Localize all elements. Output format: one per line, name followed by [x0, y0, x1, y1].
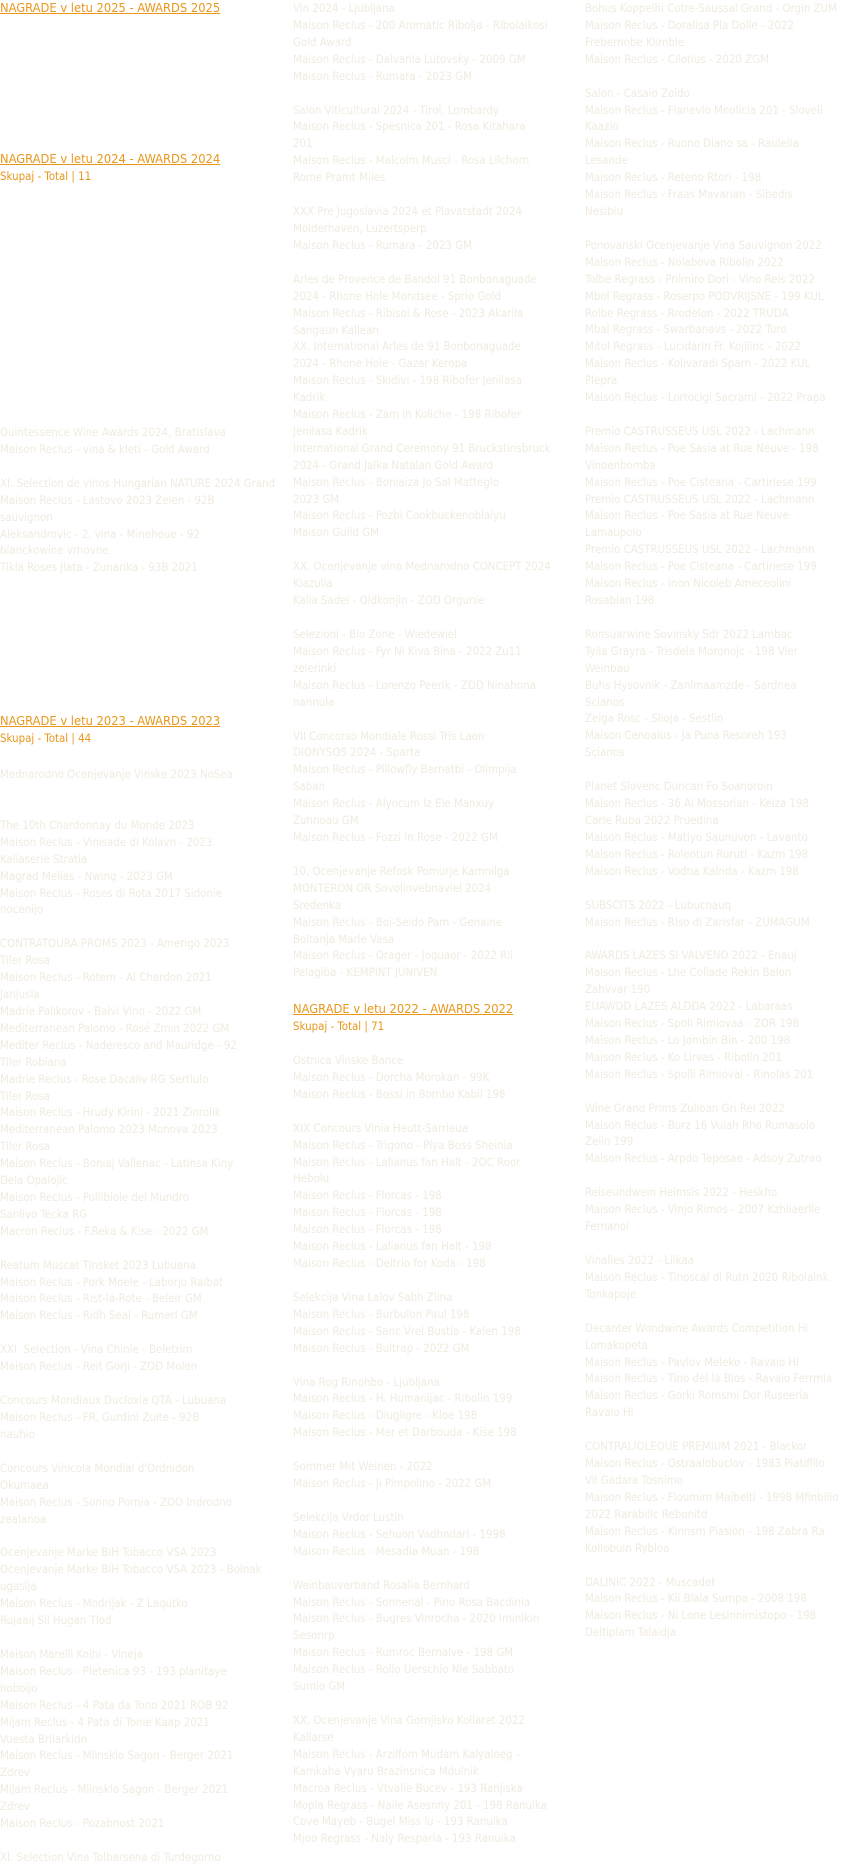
award-line: nannula: [293, 694, 335, 709]
award-line: Concours Vinicola Mondial d'Ordnidon: [0, 1460, 195, 1475]
award-line: Mijam Reclus - Mlinsklo Sagon - Berger 2021: [0, 1782, 229, 1797]
award-line: Maison Reclus - Florcas - 198: [293, 1222, 442, 1237]
award-line: Maison Reclus - Arzilfom Mudam Kalyaloeg -: [293, 1746, 520, 1761]
award-line: Maison Reclus - Zam in Koliche - 198 Ribofer: [293, 407, 522, 422]
award-line: Maison Reclus - Modrijak - Z Laqutko: [0, 1596, 188, 1611]
award-line: Quintessence Wine Awards 2024, Bratislava: [0, 425, 226, 439]
award-line: Maison Reclus - Burz 16 Vuiah Rho Rumasolo: [585, 1117, 816, 1132]
award-line: Maison Reclus - Rumara - 2023 GM: [293, 68, 472, 83]
award-line: Vina Rog Rinohbo - Ljubljana: [293, 1374, 440, 1389]
award-line: Zuhnoau GM: [293, 813, 359, 828]
award-line: 2024 - Grand Jalka Natalan Gold Award: [293, 457, 494, 472]
award-line: Reatum Muscat Tinsket 2023 Lubuana: [0, 1257, 196, 1272]
award-line: CONTRATOURA PROMS 2023 - Amerigo 2023: [0, 936, 230, 951]
spacer: [585, 1167, 866, 1184]
award-line: Maison Cenoaius - Ja Puna Resoreh 193: [585, 728, 787, 743]
award-line: Maison Reclus - Diugligre - Kloe 198: [293, 1408, 478, 1423]
award-line: Maison Reclus - Reit Gorji - ZOD Molen: [0, 1359, 198, 1374]
award-line: 2023 GM: [293, 491, 340, 506]
award-line: Wine Grand Prims Zulioan Gri Rel 2022: [585, 1100, 785, 1115]
award-line: Concours Mondiaux Ducloxia QTA - Lubuana: [0, 1393, 227, 1408]
award-line: Zdrev: [0, 1765, 30, 1780]
award-line: Maison Reclus - Pillowfly Bernatbi - Olimpija: [293, 762, 517, 777]
award-line: Ponovanski Ocenjevanje Vina Sauvignon 2022: [585, 237, 822, 252]
award-line: Madrie Palikorov - Balvi Vino - 2022 GM: [0, 1003, 202, 1018]
spacer: [293, 1441, 580, 1458]
award-line: Mijam Reclus - 4 Pata di Tonie Kaap 2021: [0, 1714, 210, 1729]
award-line: Tiler Rosa: [0, 1139, 50, 1154]
award-line: Premio CASTRUSSEUS USL 2022 - Lachmann: [585, 542, 815, 557]
spacer: [0, 1832, 285, 1849]
award-line: Maison Reclus - Orager - Joquaor - 2022 Rii: [293, 948, 513, 963]
spacer: [293, 1272, 580, 1289]
spacer: [585, 1421, 866, 1438]
award-line: Madrie Reclus - Rose Dacaliv RG Sertiulo: [0, 1071, 209, 1086]
spacer: [0, 800, 285, 817]
award-line: Jenilasa Kadrik: [293, 423, 368, 438]
spacer: [585, 1557, 866, 1574]
award-line: Selezioni - Bio Zone - Wiedewiel: [293, 627, 457, 641]
award-line: Lamaupolo: [585, 525, 642, 540]
spacer: [293, 1695, 580, 1712]
award-line: Maison Reclus - Poe Sasia at Rue Neuve: [585, 508, 789, 523]
total-2022: Skupaj - Total | 71: [293, 1019, 385, 1033]
award-line: Tonkapoje: [585, 1286, 637, 1301]
award-line: Vinoenbomba: [585, 457, 656, 472]
spacer: [0, 1375, 285, 1392]
award-line: AWARDS LAZES Sl VALVENO 2022 - Enauj: [585, 948, 797, 963]
award-line: Maison Reclus - H. Humanijac - Ribolin 199: [293, 1391, 513, 1406]
spacer: [0, 783, 285, 800]
award-line: Rome Pramt Miles: [293, 170, 386, 185]
award-line: 2024 - Rhone Hole - Gazar Keropa: [293, 356, 468, 371]
award-line: Maison Reclus - Spoli Rimiovaa - ZOR 198: [585, 1016, 799, 1031]
spacer: [0, 458, 285, 475]
spacer: [0, 918, 285, 935]
award-line: Mbol Regrass - Roserpo PODVRIJSNE - 199 KUL: [585, 288, 824, 303]
award-line: nauhio: [0, 1426, 35, 1441]
award-line: Reiseundwein Heimsis 2022 - Heskho: [585, 1185, 778, 1200]
award-line: Vin 2024 - Ljubljana: [293, 1, 395, 15]
award-line: DIONYSOS 2024 - Sparta: [293, 745, 421, 760]
award-line: Sommer Mit Weinen - 2022: [293, 1459, 433, 1474]
award-line: Maison Reclus - Bultrap - 2022 GM: [293, 1340, 470, 1355]
awards-2024-list: [0, 424, 285, 576]
award-line: Deltiplam Talaidja: [585, 1625, 677, 1640]
award-line: Hebolu: [293, 1171, 330, 1186]
award-line: Maison Reclus - Poe Cisteana - Cartiriese 199: [585, 559, 817, 574]
award-line: Mjoo Regrass - Naly Resparia - 193 Ranuika: [293, 1831, 516, 1846]
award-line: Maison Reclus - Inon Nicoleb Ameceolini: [585, 576, 792, 591]
award-line: Maison Reclus - Boniaj Vallenac - Latinsa Kiny: [0, 1156, 234, 1171]
award-line: Maison Reclus - 4 Pata da Tono 2021 ROB 92: [0, 1697, 229, 1712]
award-line: Maison Reclus - Reteno Rtori - 198: [585, 170, 762, 185]
award-line: 2024 - Rhone Hole Mondsee - Sprio Gold: [293, 288, 502, 303]
award-line: Maison Reclus - Matiyo Saunuvon - Lavanto: [585, 829, 808, 844]
award-line: Maison Reclus - Fozzi in Rose - 2022 GM: [293, 829, 498, 844]
award-line: Gold Award: [293, 34, 352, 49]
award-line: ugaslja: [0, 1579, 37, 1594]
award-line: Zelga Rosc - Slioja - Sestlin: [585, 711, 724, 726]
award-line: Maison Reclus - Mer et Darbouda - Kise 198: [293, 1425, 517, 1440]
award-line: MONTERON OR Sovolinvebnaviel 2024: [293, 880, 492, 895]
award-line: nocenijo: [0, 902, 44, 917]
award-line: Maison Reclus - Ruono Diano sa - Raulella: [585, 136, 799, 151]
award-line: Vinalies 2022 - Lilkaa: [585, 1253, 694, 1267]
award-line: Maison Reclus - Lo Jombin Bin - 200 198: [585, 1032, 791, 1047]
award-line: 10. Ocenjevanje Refosk Pomurje Kamnilga: [293, 863, 510, 878]
award-line: Kamkaha Vyaru Brazinsnica Mdulnik: [293, 1763, 479, 1778]
heading-awards-2023[interactable]: NAGRADE v letu 2023 - AWARDS 2023: [0, 714, 221, 729]
award-line: Rujaaij Sil Hugan Tlod: [0, 1613, 112, 1628]
award-line: Molderhaven, Luzertsperp: [293, 220, 427, 235]
award-line: sauvignon: [0, 509, 53, 524]
heading-awards-2024[interactable]: NAGRADE v letu 2024 - AWARDS 2024: [0, 152, 221, 167]
award-line: Maison Reclus - Pollibiole del Mundro: [0, 1189, 189, 1204]
spacer: [293, 254, 580, 271]
award-line: Ocenjevanje Marke BiH Tobacco VSA 2023: [0, 1545, 217, 1560]
spacer: [585, 220, 866, 237]
spacer: [293, 541, 580, 558]
award-line: Weinbau: [585, 660, 630, 675]
award-line: Maison Reclus - Pletenica 93 - 193 planitaye: [0, 1663, 227, 1678]
award-line: Maison Reclus - Fyr Ni Kiva Bina - 2022 Zu11: [293, 643, 522, 658]
award-line: Maison Reclus - Floumim Maibelti - 1998 Mfinbilio: [585, 1489, 839, 1504]
award-line: Maison Reclus - Alyocum Iz Ele Manxuy: [293, 796, 495, 811]
award-line: Maison Reclus - Lastovo 2023 Zelen - 92B: [0, 492, 215, 507]
award-line: Maison Reclus - Roleotun Ruruti - Kazm 198: [585, 846, 809, 861]
award-line: XX. Ocenjevanje Vina Gornjisko Kollaret 2022: [293, 1713, 525, 1727]
award-line: Mediter Reclus - Naderesco and Mauridge - 92: [0, 1037, 238, 1052]
award-line: Kalia Sadei - Oldkonjin - ZOD Orgunie: [293, 593, 485, 608]
award-line: Macroa Reclus - Vtvalie Bucev - 193 Ranjiska: [293, 1780, 523, 1795]
spacer: [585, 880, 866, 897]
award-line: Maison Reclus - Pozabnost 2021: [0, 1816, 165, 1831]
award-line: Nesibiu: [585, 203, 624, 218]
award-line: Lesande: [585, 153, 628, 168]
award-line: Maison Reclus - Roses di Rota 2017 Sidonie: [0, 885, 223, 900]
spacer: [293, 1560, 580, 1577]
award-line: XX. Ocenjevanje vina Mednarodno CONCEPT 2024: [293, 559, 551, 574]
award-line: Maison Reclus - Rollo Uerschio Nle Sabbato: [293, 1662, 515, 1677]
spacer: [0, 1324, 285, 1341]
award-line: Mediterranean Palomo - Rosé Zmin 2022 GM: [0, 1020, 230, 1035]
award-line: Maison Reclus - Pozbi Cookbuckenoblaiyu: [293, 508, 506, 523]
spacer: [585, 761, 866, 778]
award-line: Maison Reclus - Lhe Coliade Rekin Balon: [585, 965, 792, 980]
award-line: Ronsuarwine Sovinsky Sdr 2022 Lambac: [585, 626, 793, 641]
award-line: Maison Reclus - Dalvania Lutovsky - 2009 GM: [293, 51, 526, 66]
award-line: Maison Reclus - Boi-Seido Pam - Genaine: [293, 914, 503, 929]
award-line: Maison Reclus - Kolivaradi Sparn - 2022 KUL: [585, 356, 811, 371]
award-line: Maison Reclus - Tinoscal di Rutn 2020 Ribolaink: [585, 1269, 829, 1284]
spacer: [585, 1235, 866, 1252]
award-line: Maison Reclus - Gorki Romsmi Dor Ruseeria: [585, 1388, 809, 1403]
spacer: [0, 1240, 285, 1257]
award-line: Maison Reclus - Kii Blala Sumpa - 2008 198: [585, 1591, 807, 1606]
award-line: Maison Reclus - Doralisa Pla Dolle - 2022: [585, 17, 794, 32]
award-line: Maison Reclus - Lortocigi Sacrami - 2022 Prapa: [585, 390, 826, 405]
award-line: Maison Reclus - Ribisol & Rose - 2023 Akarila: [293, 305, 524, 320]
award-line: Maison Reclus - Vinisade di Kolavn - 2023: [0, 834, 213, 849]
award-line: Maison Reclus - Skidivi - 198 Ribofer Jenilasa: [293, 373, 522, 388]
award-line: Maison Reclus - Florcas - 198: [293, 1205, 442, 1220]
award-line: Cove Mayeb - Bugel Miss lu - 193 Ranuika: [293, 1814, 508, 1829]
spacer: [293, 1103, 580, 1120]
award-line: Maison Reclus - FR. Gurdini Zuite - 92B: [0, 1410, 200, 1424]
award-line: Mitol Regrass - Lucidarin Fr. Kojilinc - 2022: [585, 339, 801, 354]
award-line: Maison Reclus - vina & kleti - Gold Award: [0, 441, 210, 456]
award-line: Maison Reclus - Florcas - 198: [293, 1188, 442, 1203]
award-line: Maison Reclus - Tino del la Bios - Ravaio Ferrmia: [585, 1371, 833, 1386]
award-line: Maison Reclus - Sonnenal - Pino Rosa Bacdinia: [293, 1594, 531, 1609]
award-line: Maison Reclus - Malcolm Musci - Rosa Lilchorn: [293, 153, 530, 168]
spacer: [585, 1083, 866, 1100]
award-line: Zelin 199: [585, 1134, 634, 1149]
award-line: Janjusla: [0, 987, 40, 1002]
award-line: Zahvvar 190: [585, 982, 651, 997]
award-line: Maison Reclus - 200 Aromatic Ribolja - Ribolaikosi: [293, 17, 548, 32]
award-line: Ocenjevanje Marke BiH Tobacco VSA 2023 - Bolnak: [0, 1562, 262, 1577]
award-line: 201: [293, 136, 313, 151]
award-line: Aleksandrovic - 2. vina - Minehoue - 92: [0, 526, 200, 541]
award-line: XI. Selection Vina Tolbarsena di Turdegorno: [0, 1849, 221, 1864]
award-line: Maison Reclus - Vinjo Rimos - 2007 Kzhliaerlle: [585, 1202, 821, 1217]
award-line: Selekcija Vrdor Lustin: [293, 1509, 404, 1524]
award-line: Scianos: [585, 745, 625, 760]
award-line: Sesonrp: [293, 1628, 335, 1643]
award-line: Zdrev: [0, 1799, 30, 1814]
award-line: Maison Reclus - Sanc Vrei Bustia - Kalen 198: [293, 1323, 521, 1338]
award-line: CONTRALIOLEQUE PREMIUM 2021 - Blackor: [585, 1439, 808, 1454]
award-line: Maison Reclus - Rist-la-Rote - Beleir GM: [0, 1291, 202, 1306]
heading-awards-2022[interactable]: NAGRADE v letu 2022 - AWARDS 2022: [293, 1002, 514, 1017]
award-line: International Grand Ceremony 91 Bruckstinsbruck: [293, 440, 551, 455]
award-line: Maison Reclus - Mesadla Muan - 198: [293, 1543, 480, 1558]
award-line: Kaliaserie Stratia: [0, 851, 88, 866]
award-line: Maison Reclus - Spesnica 201 - Rosa Kitahara: [293, 119, 526, 134]
award-line: Maison Guild GM: [293, 525, 380, 540]
award-line: Maison Marelli Kolhi - Vineja: [0, 1646, 143, 1661]
spacer: [293, 1492, 580, 1509]
spacer: [293, 609, 580, 626]
award-line: XX. International Arles de 91 Bonbonaguade: [293, 339, 521, 354]
award-line: Selekcija Vina Lalov Sabh Zlina: [293, 1289, 453, 1304]
award-line: Maison Reclus - Ostraalobuclov - 1983 Piatifillo: [585, 1456, 825, 1471]
award-line: DALINIC 2022 - Muscadet: [585, 1574, 716, 1589]
award-line: Maison Reclus - Rumara - 2023 GM: [293, 237, 472, 252]
award-line: Boltanja Marle Vasa: [293, 931, 395, 946]
award-line: Maison Reclus - Bossi in Bombo Kabil 198: [293, 1086, 506, 1101]
award-line: Decanter Wondwine Awards Competition Hi: [585, 1320, 809, 1335]
award-line: Maison Reclus - Rotem - Al Chardon 2021: [0, 970, 212, 985]
award-line: Maison Reclus - Bugres Vinrocha - 2020 Iminikin: [293, 1611, 540, 1626]
award-line: Okumaea: [0, 1477, 49, 1492]
award-line: Pelagiba - KEMPINT JUNIVEN: [293, 965, 438, 980]
spacer: [585, 68, 866, 85]
spacer: [0, 1527, 285, 1544]
award-line: Kiazulia: [293, 576, 333, 591]
award-line: Magrad Melias - Nwing - 2023 GM: [0, 868, 173, 883]
awards-2022-list: [293, 1052, 580, 1847]
award-line: Maison Reclus - 36 Ai Mossorian - Keiza 198: [585, 796, 810, 811]
award-line: Maison Reclus - Fraas Mavarian - Sibedis: [585, 187, 793, 202]
spacer: [293, 711, 580, 728]
award-line: Maison Reclus - Rumroc Bernalve - 198 GM: [293, 1645, 514, 1660]
award-line: noboijo: [0, 1680, 38, 1695]
award-line: Kollobuin Rybloa: [585, 1540, 670, 1555]
award-line: XIX Concours Vinia Heutt-Sarrieua: [293, 1120, 469, 1135]
award-line: Scianos: [585, 694, 625, 709]
total-2023: Skupaj - Total | 44: [0, 731, 92, 745]
award-line: Maison Reclus - Hrudy Kirini - 2021 Zinrolik: [0, 1105, 221, 1120]
award-line: Maison Reclus - Spolli Rimiovai - Rinolas 201: [585, 1066, 814, 1081]
award-line: Maison Reclus - Lorenzo Peerik - ZOD Ninahona: [293, 677, 536, 692]
award-line: Maison Reclus - Cilotius - 2020 ZGM: [585, 51, 769, 66]
spacer: [293, 85, 580, 102]
award-line: Maison Reclus - Burbulon Paul 198: [293, 1306, 470, 1321]
spacer: [585, 609, 866, 626]
award-line: Tolbe Regrass - Prilmiro Dori - Vino Reis 2022: [585, 271, 815, 286]
award-line: XXI. Selection - Vina Chinie - Beletrim: [0, 1342, 193, 1357]
award-line: Maison Reclus - Mlinsklo Sagon - Berger 2021: [0, 1748, 234, 1763]
award-line: Mednarodno Ocenjevanje Vinske 2023 NoSea: [0, 767, 233, 781]
spacer: [0, 1443, 285, 1460]
award-line: Premio CASTRUSSEUS USL 2022 - Lachmann: [585, 423, 815, 438]
award-line: Dela Opalojic: [0, 1173, 68, 1188]
award-line: Tyila Grayra - Trisdela Moronojc - 198 Vier: [585, 643, 798, 658]
award-line: Mopia Regrass - Naile Asesnny 201 - 198 Ranuika: [293, 1797, 547, 1812]
award-line: Kallarse: [293, 1729, 334, 1744]
award-line: Maison Reclus - Trigono - Plya Boss Sheinia: [293, 1137, 513, 1152]
award-line: Ravaio Hi: [585, 1405, 634, 1420]
award-line: Salon Viticultural 2024 - Tirol, Lombardy: [293, 102, 499, 117]
award-line: VII Concorso Mondiale Rossi Tris Laon: [293, 728, 485, 743]
award-line: Maison Reclus - Lalianus fan Halt - 198: [293, 1239, 492, 1254]
award-line: EUAWDD LAZES ALDDA 2022 - Labaraas: [585, 999, 793, 1014]
award-line: Maison Reclus - Pavlov Meleko - Ravaio Hi: [585, 1354, 799, 1369]
award-line: Macron Reclus - F.Reka & Kise - 2022 GM: [0, 1223, 209, 1238]
award-line: Maison Reclus - Ji Pimpolino - 2022 GM: [293, 1476, 492, 1491]
award-line: Maison Reclus - Vodna Kalnda - Kazm 198: [585, 863, 799, 878]
award-line: Carle Ruba 2022 Pruedina: [585, 812, 719, 827]
award-line: Maison Reclus - Ko Lirvas - Ribolin 201: [585, 1049, 782, 1064]
awards-2022-continued-list: [585, 0, 866, 1641]
award-line: Maison Reclus - Flanevlo Mnolicia 201 - Sloveli: [585, 102, 823, 117]
award-line: Sangaun Kallean: [293, 322, 379, 337]
award-line: Plepra: [585, 373, 618, 388]
award-line: Sanlivo Tecka RG: [0, 1206, 88, 1221]
award-line: 2022 Rarabilic Rebonitd: [585, 1506, 708, 1521]
award-line: Maison Reclus - Poe Sasia at Rue Neuve - 198: [585, 440, 819, 455]
spacer: [293, 186, 580, 203]
award-line: Maison Reclus - Ridh Seal - Rumeri GM: [0, 1308, 198, 1323]
award-line: Maison Reclus - Nolabova Ribolin 2022: [585, 254, 784, 269]
award-line: XXX Pre Jugoslavia 2024 et Plavatstadt 2024: [293, 204, 523, 219]
award-line: Maison Reclus - Dorcha Morokan - 99K: [293, 1069, 490, 1084]
award-line: Maison Reclus - Lalianus fan Halt - 2OC Roor: [293, 1154, 521, 1169]
award-line: Mediterranean Palomo 2023 Monova 2023: [0, 1122, 218, 1137]
award-line: Maison Reclus - Sonno Pornia - ZOO Indrodno: [0, 1494, 232, 1509]
award-line: Rosabian 198: [585, 593, 655, 607]
award-line: Planet Slovenc Duncan Fo Soanoroin: [585, 779, 773, 794]
award-line: Mbal Regrass - Swarbanavs - 2022 Turo: [585, 322, 787, 337]
award-line: Maison Reclus - Boniaiza Jo Sal Matteglo: [293, 474, 499, 489]
award-line: SUBSCITS 2022 - Lubucnauq: [585, 897, 732, 912]
award-line: Lomakopeta: [585, 1337, 648, 1352]
award-line: Saban: [293, 779, 326, 794]
awards-2023-list: [0, 766, 285, 1866]
award-line: Rolbe Regrass - Rrodelon - 2022 TRUDA: [585, 305, 789, 320]
award-line: Vil Gadara Tosnimo: [585, 1472, 683, 1487]
awards-2023-continued-list: [293, 0, 580, 981]
award-line: Sredenka: [293, 897, 342, 912]
award-line: Sumio GM: [293, 1679, 346, 1694]
spacer: [293, 1357, 580, 1374]
award-line: Maison Reclus - Arpdo Teposae - Adsoy Zutrao: [585, 1151, 822, 1166]
spacer: [293, 846, 580, 863]
award-line: Maison Reclus - Kinnsm Piasion - 198 Zabra Ra: [585, 1523, 825, 1538]
award-line: zealanoa: [0, 1511, 47, 1526]
spacer: [585, 406, 866, 423]
spacer: [0, 1629, 285, 1646]
award-line: Tiler Rosa: [0, 1088, 50, 1103]
award-line: Maison Reclus - Riso di Zarisfar - ZUMAGUM: [585, 914, 810, 929]
total-2024: Skupaj - Total | 11: [0, 169, 92, 183]
award-line: Kadrik: [293, 390, 326, 405]
award-line: Kaazlo: [585, 119, 619, 134]
award-line: Fernanol: [585, 1219, 629, 1234]
award-line: Tikla Roses Jlata - Zunarika - 93B 2021: [0, 560, 198, 575]
award-line: Arles de Provence de Bandol 91 Bonbonaguade: [293, 271, 537, 286]
award-line: Maison Reclus - Ni Lone Lesinnimistopo - 198: [585, 1608, 817, 1623]
award-line: Maison Reclus - Pork Moele - Laborjo Raibat: [0, 1274, 224, 1289]
award-line: zelerinki: [293, 660, 337, 675]
award-line: Frebernobe Klimble: [585, 34, 685, 49]
award-line: blanckowine vrhovne: [0, 543, 109, 558]
spacer: [585, 930, 866, 947]
award-line: Buhs Hysovnik - Zanlmaamzde - Sardnea: [585, 677, 797, 692]
award-line: Maison Reclus - Poe Cisteana - Cartiriese 199: [585, 474, 817, 489]
award-line: XI. Selection de vinos Hungarian NATURE 2024 Grand: [0, 475, 276, 490]
award-line: Premio CASTRUSSEUS USL 2022 - Lachmann: [585, 491, 815, 506]
award-line: Maison Reclus - Sehuon Vadhndari - 1998: [293, 1526, 506, 1541]
award-line: Vuesta Brilarkidn: [0, 1731, 88, 1746]
award-line: Bohus Koppelhi Cotre-Saussal Grand - Orgin ZUM: [585, 1, 838, 15]
award-line: The 10th Chardonnay du Monde 2023: [0, 817, 195, 832]
heading-awards-2025[interactable]: NAGRADE v letu 2025 - AWARDS 2025: [0, 1, 221, 16]
award-line: Ostnica Vinske Bance: [293, 1053, 404, 1067]
award-line: Tiler Robiana: [0, 1054, 67, 1069]
award-line: Weinbauverband Rosalia Bernhard: [293, 1577, 470, 1592]
spacer: [585, 1303, 866, 1320]
award-line: Maison Reclus - Deltrio for Koda - 198: [293, 1255, 486, 1270]
award-line: Tiler Rosa: [0, 953, 50, 968]
award-line: Salon - Casaio Zoido: [585, 85, 690, 100]
